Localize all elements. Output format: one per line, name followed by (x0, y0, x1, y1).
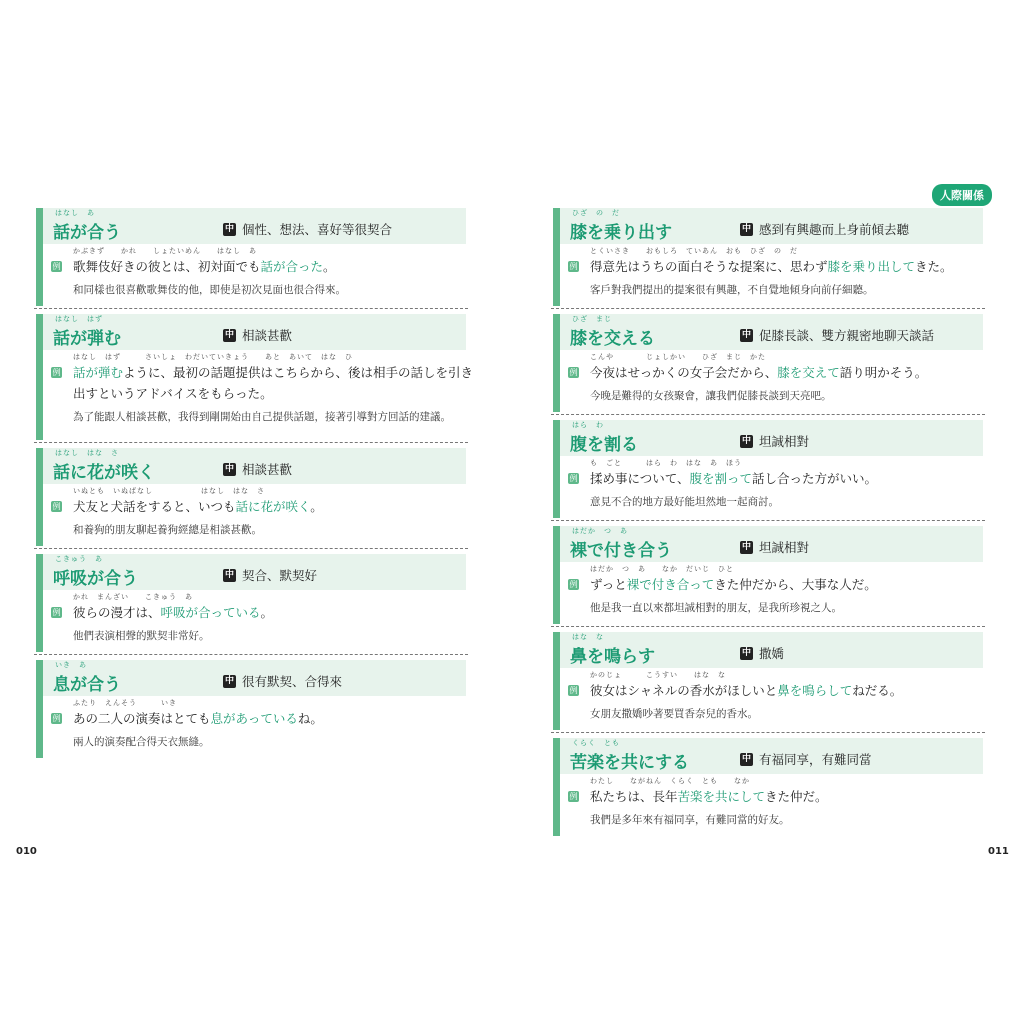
chinese-translation: 他們表演相聲的默契非常好。 (73, 630, 210, 642)
sentence-text: 。 (323, 259, 336, 274)
meaning-text: 坦誠相對 (759, 434, 810, 449)
sentence-text: 話し合った方がいい。 (752, 471, 878, 486)
highlighted-idiom: 膝を乗り出して (827, 259, 916, 274)
sentence-text: 。 (260, 605, 274, 620)
idiom-meaning (740, 538, 809, 556)
chinese-translation: 他是我一直以來都坦誠相對的朋友，是我所珍視之人。 (590, 602, 842, 614)
example-ruby: いぬとも いぬばなし はなし はな さ (73, 487, 265, 495)
sentence-text: ように、最初の話題提供はこちらから、後は相手の話しを引き (123, 365, 474, 380)
phrase-ruby: はなし はな さ (55, 449, 119, 457)
example-badge-icon: 例 (569, 474, 578, 483)
right-column (553, 208, 983, 836)
sentence-text: あの二人の演奏はとても (73, 711, 211, 726)
example-badge-icon: 例 (52, 608, 61, 617)
highlighted-idiom: 膝を交えて (777, 365, 840, 380)
example-badge-icon: 例 (569, 792, 578, 801)
idiom-meaning (223, 672, 342, 690)
example-sentence (590, 681, 902, 699)
phrase-ruby: こきゅう あ (55, 555, 103, 563)
example-ruby: とくいさき おもしろ ていあん おも ひざ の だ (590, 247, 798, 255)
dashed-divider (34, 548, 468, 549)
chinese-badge-icon: 中 (224, 569, 234, 580)
sentence-text: 。 (310, 499, 323, 514)
dashed-divider (34, 654, 468, 655)
idiom-phrase: 腹を割る (570, 435, 638, 455)
sentence-text: 揉め事について、 (590, 471, 690, 486)
sentence-text: 歌舞伎好きの彼とは、初対面でも (73, 259, 261, 274)
example-ruby: かのじょ こうすい はな な (590, 671, 726, 679)
idiom-phrase: 膝を交える (570, 329, 655, 349)
example-badge-icon: 例 (569, 580, 578, 589)
example-sentence (590, 575, 877, 593)
example-badge-icon: 例 (569, 368, 578, 377)
example-block (553, 456, 983, 518)
left-column (36, 208, 474, 758)
highlighted-idiom: 苦楽を共にして (677, 789, 766, 804)
example-sentence (590, 257, 953, 275)
idiom-entry (36, 208, 466, 306)
chinese-badge-icon: 中 (741, 753, 751, 764)
idiom-header (36, 314, 466, 350)
example-ruby: かぶきず かれ しょたいめん はなし あ (73, 247, 257, 255)
sentence-text: きた仲だ。 (765, 789, 828, 804)
page-number-left: 010 (16, 846, 37, 857)
idiom-meaning (223, 460, 292, 478)
chinese-translation: 女朋友撒嬌吵著要買香奈兒的香水。 (590, 708, 758, 720)
chinese-translation: 意見不合的地方最好能坦然地一起商討。 (590, 496, 779, 508)
meaning-text: 有福同享，有難同當 (759, 752, 872, 767)
example-ruby: はなし はず さいしょ わだいていきょう あと あいて はな ひ (73, 353, 353, 361)
example-badge-icon: 例 (52, 368, 61, 377)
chinese-badge-icon: 中 (741, 435, 751, 446)
idiom-meaning (740, 326, 934, 344)
idiom-phrase: 呼吸が合う (53, 569, 138, 589)
example-ruby: も ごと はら わ はな あ ほう (590, 459, 742, 467)
example-ruby: わたし ながねん くらく とも なか (590, 777, 750, 785)
sentence-text: 犬友と犬話をすると、いつも (73, 499, 236, 514)
example-block (36, 590, 466, 652)
idiom-header (553, 208, 983, 244)
meaning-text: 個性、想法、喜好等很契合 (242, 222, 393, 237)
chinese-translation: 和養狗的朋友聊起養狗經總是相談甚歡。 (73, 524, 262, 536)
example-block (36, 484, 466, 546)
sentence-text: 彼らの漫才は、 (73, 605, 161, 620)
idiom-meaning (223, 566, 317, 584)
phrase-ruby: はら わ (572, 421, 604, 429)
example-ruby: ふたり えんそう いき (73, 699, 177, 707)
example-sentence (590, 469, 877, 487)
example-sentence (73, 384, 273, 402)
phrase-ruby: はなし はず (55, 315, 103, 323)
idiom-phrase: 苦楽を共にする (570, 753, 689, 773)
idiom-entry (553, 314, 983, 412)
dashed-divider (34, 308, 468, 309)
highlighted-idiom: 裸で付き合って (626, 577, 715, 592)
idiom-header (553, 526, 983, 562)
idiom-phrase: 膝を乗り出す (570, 223, 672, 243)
idiom-meaning (740, 644, 784, 662)
phrase-ruby: くらく とも (572, 739, 620, 747)
dashed-divider (551, 732, 985, 733)
chinese-badge-icon: 中 (224, 329, 234, 340)
dashed-divider (551, 414, 985, 415)
meaning-text: 撒嬌 (759, 646, 785, 661)
idiom-phrase: 話が合う (53, 223, 121, 243)
chinese-badge-icon: 中 (741, 541, 751, 552)
highlighted-idiom: 話が弾む (73, 365, 124, 380)
chinese-translation: 客戶對我們提出的提案很有興趣，不自覺地傾身向前仔細聽。 (590, 284, 874, 296)
example-block (553, 668, 983, 730)
chinese-badge-icon: 中 (741, 329, 751, 340)
idiom-entry (36, 448, 466, 546)
meaning-text: 相談甚歡 (242, 462, 293, 477)
meaning-text: 很有默契、合得來 (242, 674, 343, 689)
idiom-entry (36, 314, 474, 440)
idiom-phrase: 鼻を鳴らす (570, 647, 655, 667)
idiom-entry (553, 526, 983, 624)
idiom-meaning (740, 750, 872, 768)
example-sentence (590, 363, 927, 381)
example-block (553, 244, 983, 306)
phrase-ruby: はだか つ あ (572, 527, 628, 535)
example-sentence (73, 709, 323, 727)
page-number-right: 011 (988, 846, 1009, 857)
idiom-header (36, 208, 466, 244)
idiom-phrase: 裸で付き合う (570, 541, 672, 561)
idiom-meaning (223, 326, 292, 344)
example-sentence (73, 363, 473, 381)
idiom-header (36, 660, 466, 696)
idiom-entry (36, 660, 466, 758)
dashed-divider (551, 520, 985, 521)
chinese-translation: 為了能跟人相談甚歡，我得到剛開始由自己提供話題，接著引導對方回話的建議。 (73, 411, 451, 423)
idiom-entry (553, 738, 983, 836)
sentence-text: 彼女はシャネルの香水がほしいと (590, 683, 778, 698)
idiom-meaning (740, 220, 909, 238)
chinese-translation: 兩人的演奏配合得天衣無縫。 (73, 736, 210, 748)
phrase-ruby: はな な (572, 633, 604, 641)
sentence-text: 今夜はせっかくの女子会だから、 (590, 365, 778, 380)
chinese-translation: 和同樣也很喜歡歌舞伎的他，即使是初次見面也很合得來。 (73, 284, 346, 296)
idiom-entry (36, 554, 466, 652)
meaning-text: 促膝長談、雙方親密地聊天談話 (759, 328, 935, 343)
example-badge-icon: 例 (569, 262, 578, 271)
phrase-ruby: ひざ の だ (572, 209, 620, 217)
idiom-header (36, 554, 466, 590)
example-badge-icon: 例 (52, 714, 61, 723)
meaning-text: 契合、默契好 (242, 568, 318, 583)
example-block (36, 244, 466, 306)
highlighted-idiom: 息があっている (210, 711, 298, 726)
idiom-entry (553, 632, 983, 730)
highlighted-idiom: 腹を割って (689, 471, 753, 486)
example-ruby: かれ まんざい こきゅう あ (73, 593, 193, 601)
idiom-entry (553, 208, 983, 306)
sentence-text: ね。 (297, 711, 323, 726)
highlighted-idiom: 鼻を鳴らして (777, 683, 853, 698)
phrase-ruby: いき あ (55, 661, 87, 669)
idiom-header (36, 448, 466, 484)
example-sentence (590, 787, 828, 805)
example-block (553, 562, 983, 624)
example-block (553, 350, 983, 412)
chinese-translation: 今晚是難得的女孩聚會，讓我們促膝長談到天亮吧。 (590, 390, 832, 402)
idiom-entry (553, 420, 983, 518)
idiom-header (553, 314, 983, 350)
example-badge-icon: 例 (52, 502, 61, 511)
meaning-text: 相談甚歡 (242, 328, 293, 343)
dashed-divider (551, 308, 985, 309)
sentence-text: きた。 (915, 259, 953, 274)
sentence-text: 得意先はうちの面白そうな提案に、思わず (590, 259, 828, 274)
sentence-text: 私たちは、長年 (590, 789, 678, 804)
idiom-meaning (223, 220, 392, 238)
idiom-phrase: 話が弾む (53, 329, 121, 349)
idiom-phrase: 話に花が咲く (53, 463, 155, 483)
example-badge-icon: 例 (569, 686, 578, 695)
dashed-divider (551, 626, 985, 627)
chinese-badge-icon: 中 (224, 675, 234, 686)
idiom-header (553, 738, 983, 774)
idiom-phrase: 息が合う (53, 675, 121, 695)
sentence-text: きた仲だから、大事な人だ。 (714, 577, 877, 592)
chinese-translation: 我們是多年來有福同享，有難同當的好友。 (590, 814, 790, 826)
sentence-text: 語り明かそう。 (839, 365, 928, 380)
idiom-meaning (740, 432, 809, 450)
highlighted-idiom: 呼吸が合っている (160, 605, 261, 620)
idiom-header (553, 420, 983, 456)
highlighted-idiom: 話に花が咲く (235, 499, 311, 514)
sentence-text: ずっと (590, 577, 627, 592)
chinese-badge-icon: 中 (741, 647, 751, 658)
highlighted-idiom: 話が合った (260, 259, 324, 274)
phrase-ruby: ひざ まじ (572, 315, 612, 323)
sentence-text: ねだる。 (852, 683, 903, 698)
idiom-header (553, 632, 983, 668)
example-ruby: こんや じょしかい ひざ まじ かた (590, 353, 766, 361)
meaning-text: 感到有興趣而上身前傾去聽 (759, 222, 910, 237)
chinese-badge-icon: 中 (741, 223, 751, 234)
example-sentence (73, 257, 336, 275)
meaning-text: 坦誠相對 (759, 540, 810, 555)
example-block (36, 696, 466, 758)
example-ruby: はだか つ あ なか だいじ ひと (590, 565, 734, 573)
chinese-badge-icon: 中 (224, 463, 234, 474)
example-sentence (73, 497, 323, 515)
example-block (553, 774, 983, 836)
example-badge-icon: 例 (52, 262, 61, 271)
example-block (36, 350, 474, 440)
example-sentence (73, 603, 273, 621)
dashed-divider (34, 442, 468, 443)
section-badge: 人際關係 (932, 184, 992, 206)
phrase-ruby: はなし あ (55, 209, 95, 217)
sentence-text: 出すというアドバイスをもらった。 (73, 386, 273, 401)
chinese-badge-icon: 中 (224, 223, 234, 234)
